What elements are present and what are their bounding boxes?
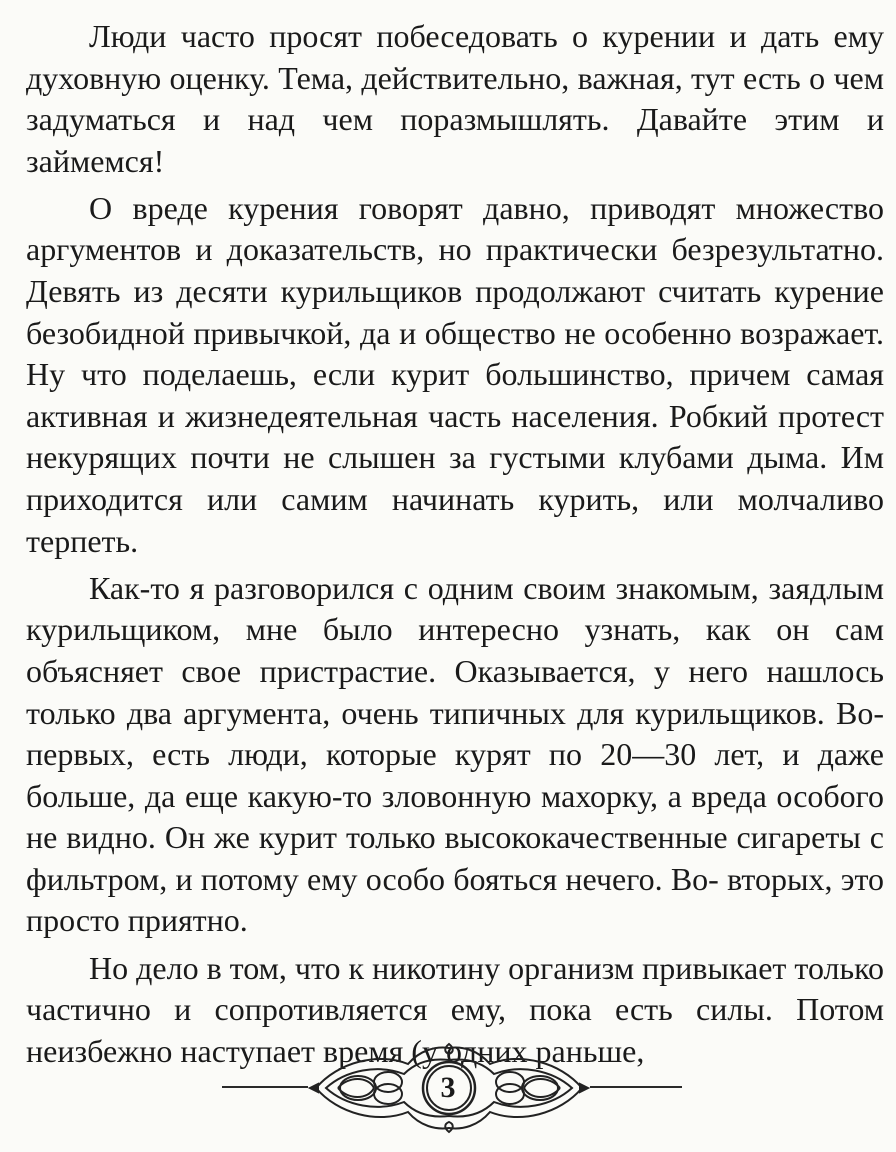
body-text — [26, 16, 884, 1078]
paragraph-1: Люди часто просят побеседовать о курении и дать ему духовную оценку. Тема, действительно, важная, тут есть о чем задуматься и над чем поразмышлять. Давайте этим и займемся! — [26, 18, 884, 179]
footer-rule-right — [590, 1086, 682, 1088]
footer-rule-left — [222, 1086, 308, 1088]
paragraph-3: Как-то я разговорился с одним своим знакомым, заядлым курильщиком, мне было интересно узнать, как он сам объясняет свое пристрастие. Оказывается, у него нашлось только два аргумента, очень типичных для курильщиков. Во-первых, есть люди, которые курят по 20—30 лет, и даже больше, да еще какую-то зловонную махорку, а вреда особого не видно. Он же курит только высококачественные сигареты с фильтром, и потому ему особо бояться нечего. Во- вторых, это просто приятно. — [26, 569, 884, 939]
paragraph-2: О вреде курения говорят давно, приводят множество аргументов и доказательств, но практически безрезультатно. Девять из десяти курильщиков продолжают считать курение безобидной привычкой, да и общество не особенно возражает. Ну что поделаешь, если курит большинство, причем самая активная и жизнедеятельная часть населения. Робкий протест некурящих почти не слышен за густыми клубами дыма. Им приходится или самим начинать курить, или молчаливо терпеть. — [26, 189, 884, 559]
paragraph-4: Но дело в том, что к никотину организм привыкает только частично и сопротивляется ему, пока есть силы. Потом неизбежно наступает время (у одних раньше, — [26, 949, 885, 1069]
page-footer — [0, 1040, 896, 1140]
page-number: 3 — [440, 1071, 456, 1104]
